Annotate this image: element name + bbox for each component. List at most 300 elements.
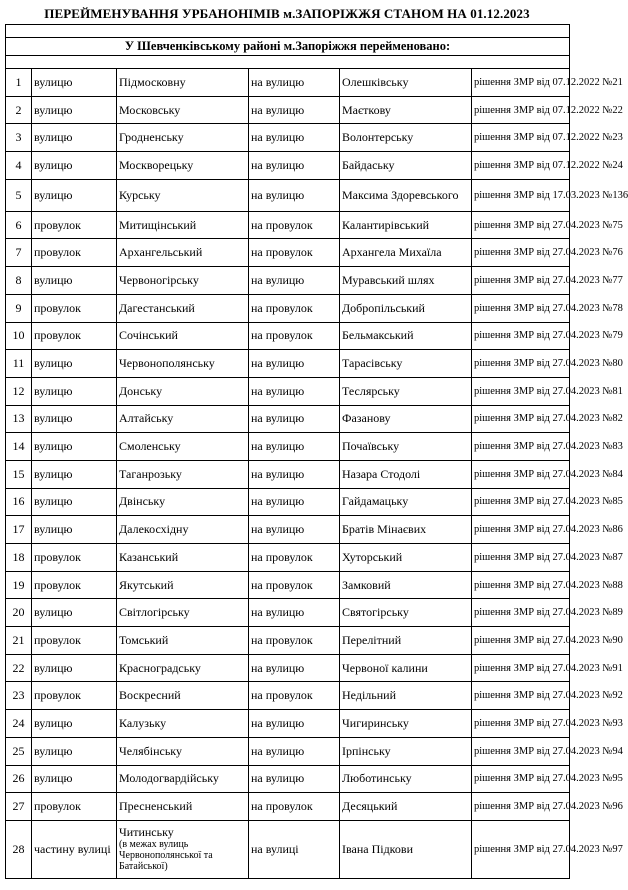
decision-cell: [472, 571, 623, 599]
new-name-cell: [340, 488, 472, 516]
num-cell: [6, 516, 32, 544]
new-name: Люботинську: [342, 771, 412, 786]
new-type-cell: [249, 96, 340, 124]
new-type: на провулок: [251, 688, 313, 703]
table-row: [6, 820, 570, 878]
num-cell: [6, 179, 32, 211]
decision-cell: [472, 433, 623, 461]
num: 13: [12, 411, 25, 426]
num-cell: [6, 599, 32, 627]
new-name: Червоної калини: [342, 660, 428, 675]
new-type-cell: [249, 377, 340, 405]
old-type: провулок: [34, 632, 81, 647]
decision-cell: [472, 377, 623, 405]
old-name: Світлогірську: [119, 605, 190, 620]
decision-cell: [472, 710, 623, 738]
old-name: Алтайську: [119, 411, 174, 426]
new-type: на провулок: [251, 577, 313, 592]
decision-cell: [472, 69, 623, 97]
decision: рішення ЗМР від 27.04.2023 №91: [474, 662, 623, 674]
decision-cell: [472, 405, 623, 433]
num: 26: [12, 771, 25, 786]
old-type-cell: [32, 488, 117, 516]
decision: рішення ЗМР від 27.04.2023 №89: [474, 607, 623, 619]
new-name: Добропільський: [342, 300, 425, 315]
new-type-cell: [249, 267, 340, 295]
decision: рішення ЗМР від 27.04.2023 №84: [474, 468, 623, 480]
new-type-cell: [249, 571, 340, 599]
new-name: Архангела Михаїла: [342, 245, 442, 260]
old-type: провулок: [34, 799, 81, 814]
old-name: Архангельський: [119, 245, 203, 260]
num-cell: [6, 654, 32, 682]
old-name: Червоногірську: [119, 272, 199, 287]
old-type: вулицю: [34, 74, 73, 89]
decision-cell: [472, 267, 623, 295]
num-cell: [6, 627, 32, 655]
num-cell: [6, 69, 32, 97]
new-name-cell: [340, 654, 472, 682]
num-cell: [6, 152, 32, 180]
table-row: [6, 654, 570, 682]
num-cell: [6, 377, 32, 405]
num: 21: [12, 632, 25, 647]
old-name: Смоленську: [119, 439, 181, 454]
new-type-cell: [249, 488, 340, 516]
old-type-cell: [32, 96, 117, 124]
table-row: [6, 544, 570, 572]
new-name: Калантирівський: [342, 217, 430, 232]
new-type-cell: [249, 793, 340, 821]
old-type-cell: [32, 405, 117, 433]
old-type-cell: [32, 599, 117, 627]
new-name-cell: [340, 152, 472, 180]
old-type: частину вулиці: [34, 841, 111, 856]
num: 17: [12, 522, 25, 537]
decision: рішення ЗМР від 27.04.2023 №79: [474, 330, 623, 342]
old-name-cell: [117, 405, 249, 433]
decision-cell: [472, 793, 623, 821]
new-name-cell: [340, 179, 472, 211]
new-type: на вулицю: [251, 494, 305, 509]
new-name-cell: [340, 571, 472, 599]
old-name: Донську: [119, 383, 163, 398]
num-cell: [6, 737, 32, 765]
new-type: на вулицю: [251, 130, 305, 145]
new-name-cell: [340, 460, 472, 488]
table-row: [6, 793, 570, 821]
decision: рішення ЗМР від 07.12.2022 №23: [474, 132, 623, 144]
num: 22: [12, 660, 25, 675]
new-name-cell: [340, 322, 472, 350]
new-name: Бельмакський: [342, 328, 414, 343]
table-row: [6, 433, 570, 461]
new-type: на провулок: [251, 632, 313, 647]
new-type: на провулок: [251, 300, 313, 315]
new-name: Святогірську: [342, 605, 409, 620]
old-type: вулицю: [34, 715, 73, 730]
num-cell: [6, 124, 32, 152]
table-row: [6, 765, 570, 793]
num-cell: [6, 820, 32, 878]
new-name-cell: [340, 599, 472, 627]
new-type-cell: [249, 433, 340, 461]
old-type-cell: [32, 765, 117, 793]
new-name: Почаївську: [342, 439, 400, 454]
old-name-note: (в межах вулиць Червонополянської та Батайської): [119, 839, 213, 873]
new-type-cell: [249, 737, 340, 765]
old-type-cell: [32, 322, 117, 350]
decision-cell: [472, 599, 623, 627]
num: 18: [12, 549, 25, 564]
new-type: на провулок: [251, 549, 313, 564]
old-type-cell: [32, 69, 117, 97]
num: 12: [12, 383, 25, 398]
decision-cell: [472, 544, 623, 572]
decision-cell: [472, 239, 623, 267]
decision: рішення ЗМР від 27.04.2023 №92: [474, 690, 623, 702]
old-type-cell: [32, 654, 117, 682]
old-type-cell: [32, 682, 117, 710]
old-type-cell: [32, 710, 117, 738]
new-type: на вулицю: [251, 74, 305, 89]
old-name-cell: [117, 267, 249, 295]
new-type: на вулицю: [251, 660, 305, 675]
num-cell: [6, 350, 32, 378]
old-type: вулицю: [34, 522, 73, 537]
old-name: Гродненську: [119, 130, 184, 145]
old-type: вулицю: [34, 383, 73, 398]
old-type-cell: [32, 433, 117, 461]
old-name-cell: [117, 152, 249, 180]
old-name-cell: [117, 239, 249, 267]
table-row: [6, 96, 570, 124]
new-name: Ірпінську: [342, 743, 391, 758]
document-title: ПЕРЕЙМЕНУВАННЯ УРБАНОНІМІВ м.ЗАПОРІЖЖЯ СТАНОМ НА 01.12.2023: [44, 6, 530, 21]
old-name-cell: [117, 793, 249, 821]
old-name-cell: [117, 710, 249, 738]
old-type-cell: [32, 820, 117, 878]
old-name: Далекосхідну: [119, 522, 189, 537]
table-row: [6, 350, 570, 378]
new-type: на вулицю: [251, 439, 305, 454]
new-type: на вулицю: [251, 771, 305, 786]
old-type-cell: [32, 377, 117, 405]
new-name: Івана Підкови: [342, 841, 413, 856]
new-type-cell: [249, 124, 340, 152]
new-type: на вулицю: [251, 715, 305, 730]
old-name: Курську: [119, 187, 161, 202]
new-type: на вулицю: [251, 157, 305, 172]
new-type-cell: [249, 820, 340, 878]
new-name: Олешківську: [342, 74, 409, 89]
old-name-cell: [117, 654, 249, 682]
table-row: [6, 571, 570, 599]
num-cell: [6, 96, 32, 124]
old-name-cell: [117, 294, 249, 322]
new-name-cell: [340, 211, 472, 239]
decision-cell: [472, 179, 628, 211]
old-type-cell: [32, 350, 117, 378]
new-name: Муравський шлях: [342, 272, 435, 287]
new-type: на провулок: [251, 245, 313, 260]
new-type-cell: [249, 627, 340, 655]
new-name-cell: [340, 405, 472, 433]
new-type-cell: [249, 710, 340, 738]
num: 6: [15, 217, 22, 232]
table-row: [6, 267, 570, 295]
num: 9: [15, 300, 22, 315]
decision-cell: [472, 96, 623, 124]
num-cell: [6, 239, 32, 267]
new-type: на вулицю: [251, 187, 305, 202]
num-cell: [6, 294, 32, 322]
old-name-cell: [117, 571, 249, 599]
old-type: вулицю: [34, 130, 73, 145]
old-type: вулицю: [34, 743, 73, 758]
old-type: вулицю: [34, 494, 73, 509]
old-type-cell: [32, 793, 117, 821]
new-type-cell: [249, 350, 340, 378]
decision: рішення ЗМР від 27.04.2023 №86: [474, 524, 623, 536]
old-type: провулок: [34, 577, 81, 592]
decision: рішення ЗМР від 27.04.2023 №77: [474, 274, 623, 286]
num-cell: [6, 682, 32, 710]
new-type: на провулок: [251, 799, 313, 814]
decision-cell: [472, 211, 623, 239]
num: 28: [12, 841, 25, 856]
num-cell: [6, 405, 32, 433]
old-type: вулицю: [34, 356, 73, 371]
new-type-cell: [249, 322, 340, 350]
decision: рішення ЗМР від 07.12.2022 №22: [474, 104, 623, 116]
old-name: Підмосковну: [119, 74, 186, 89]
num: 5: [15, 187, 22, 202]
new-type: на вулицю: [251, 411, 305, 426]
num-cell: [6, 793, 32, 821]
new-name-cell: [340, 682, 472, 710]
num-cell: [6, 267, 32, 295]
old-name-cell: [117, 460, 249, 488]
old-type-cell: [32, 211, 117, 239]
new-type: на провулок: [251, 217, 313, 232]
spacer-row: [6, 25, 570, 38]
num: 3: [15, 130, 22, 145]
old-type-cell: [32, 544, 117, 572]
num: 1: [15, 74, 22, 89]
old-name-cell: [117, 627, 249, 655]
new-type-cell: [249, 654, 340, 682]
decision-cell: [472, 152, 623, 180]
table-row: [6, 516, 570, 544]
table-row: [6, 460, 570, 488]
decision: рішення ЗМР від 27.04.2023 №95: [474, 773, 623, 785]
table-row: [6, 737, 570, 765]
new-type-cell: [249, 211, 340, 239]
old-type-cell: [32, 516, 117, 544]
table-row: [6, 627, 570, 655]
new-name: Хуторський: [342, 549, 403, 564]
num: 4: [15, 157, 22, 172]
old-type: провулок: [34, 549, 81, 564]
old-name-cell: [117, 377, 249, 405]
decision-cell: [472, 737, 623, 765]
new-type-cell: [249, 460, 340, 488]
old-type-cell: [32, 737, 117, 765]
table-row: [6, 377, 570, 405]
decision-cell: [472, 322, 623, 350]
old-name: Сочінський: [119, 328, 178, 343]
decision: рішення ЗМР від 27.04.2023 №78: [474, 302, 623, 314]
old-type: вулицю: [34, 439, 73, 454]
num: 24: [12, 715, 25, 730]
new-name-cell: [340, 433, 472, 461]
new-type-cell: [249, 294, 340, 322]
old-name-cell: [117, 96, 249, 124]
spacer-cell: [6, 56, 570, 69]
num: 16: [12, 494, 25, 509]
table-row: [6, 152, 570, 180]
new-type-cell: [249, 152, 340, 180]
new-name: Волонтерську: [342, 130, 414, 145]
new-name-cell: [340, 737, 472, 765]
old-type: провулок: [34, 328, 81, 343]
decision: рішення ЗМР від 27.04.2023 №76: [474, 247, 623, 259]
old-name-cell: [117, 179, 249, 211]
old-type: провулок: [34, 217, 81, 232]
old-name-cell: [117, 350, 249, 378]
new-name-cell: [340, 765, 472, 793]
old-name-cell: [117, 765, 249, 793]
decision-cell: [472, 820, 623, 878]
decision: рішення ЗМР від 17.03.2023 №136: [474, 189, 628, 201]
old-type-cell: [32, 627, 117, 655]
num: 11: [12, 356, 25, 371]
new-name: Теслярську: [342, 383, 400, 398]
old-name: Калузьку: [119, 715, 167, 730]
num-cell: [6, 710, 32, 738]
old-type-cell: [32, 179, 117, 211]
num-cell: [6, 211, 32, 239]
spacer-cell: [6, 25, 570, 38]
decision: рішення ЗМР від 27.04.2023 №85: [474, 496, 623, 508]
new-name: Братів Мінаєвих: [342, 522, 427, 537]
decision-cell: [472, 765, 623, 793]
old-name-cell: [117, 682, 249, 710]
old-type: вулицю: [34, 102, 73, 117]
new-type-cell: [249, 544, 340, 572]
old-name: Молодогвардійську: [119, 771, 219, 786]
new-type: на вулиці: [251, 841, 299, 856]
table-row: [6, 488, 570, 516]
new-type: на вулицю: [251, 356, 305, 371]
num-cell: [6, 433, 32, 461]
old-type: вулицю: [34, 157, 73, 172]
new-name-cell: [340, 69, 472, 97]
new-type-cell: [249, 682, 340, 710]
num-cell: [6, 765, 32, 793]
num: 7: [15, 245, 22, 260]
num: 23: [12, 688, 25, 703]
new-name: Замковий: [342, 577, 391, 592]
decision: рішення ЗМР від 27.04.2023 №96: [474, 801, 623, 813]
table-row: [6, 69, 570, 97]
num: 19: [12, 577, 25, 592]
table-row: [6, 124, 570, 152]
old-type: вулицю: [34, 605, 73, 620]
table-row: [6, 599, 570, 627]
old-name: Пресненський: [119, 799, 193, 814]
new-name-cell: [340, 294, 472, 322]
old-name: Дагестанський: [119, 300, 195, 315]
num-cell: [6, 571, 32, 599]
decision: рішення ЗМР від 07.12.2022 №24: [474, 159, 623, 171]
num-cell: [6, 544, 32, 572]
old-name-cell: [117, 599, 249, 627]
old-name: Красноградську: [119, 660, 201, 675]
decision: рішення ЗМР від 27.04.2023 №94: [474, 745, 623, 757]
new-type-cell: [249, 239, 340, 267]
new-type-cell: [249, 516, 340, 544]
old-name: Казанський: [119, 549, 179, 564]
num: 25: [12, 743, 25, 758]
new-type-cell: [249, 765, 340, 793]
new-name-cell: [340, 124, 472, 152]
num: 20: [12, 605, 25, 620]
old-type: вулицю: [34, 466, 73, 481]
new-name-cell: [340, 267, 472, 295]
old-name-cell: [117, 488, 249, 516]
num: 14: [12, 439, 25, 454]
old-name-cell: [117, 433, 249, 461]
table-row: [6, 239, 570, 267]
old-name-cell: [117, 124, 249, 152]
new-name: Перелітний: [342, 632, 402, 647]
decision: рішення ЗМР від 27.04.2023 №75: [474, 219, 623, 231]
old-name-cell: [117, 737, 249, 765]
new-name: Тарасівську: [342, 356, 403, 371]
new-name: Недільний: [342, 688, 396, 703]
new-name: Десяцький: [342, 799, 398, 814]
decision-cell: [472, 350, 623, 378]
new-type-cell: [249, 179, 340, 211]
old-type-cell: [32, 239, 117, 267]
num: 8: [15, 272, 22, 287]
old-name: Читинську: [119, 825, 174, 840]
new-type-cell: [249, 69, 340, 97]
old-type-cell: [32, 294, 117, 322]
num: 15: [12, 466, 25, 481]
new-type: на вулицю: [251, 605, 305, 620]
new-name: Маєткову: [342, 102, 391, 117]
new-name-cell: [340, 350, 472, 378]
old-name-cell: [117, 69, 249, 97]
new-name-cell: [340, 793, 472, 821]
old-name: Москворецьку: [119, 157, 194, 172]
new-name-cell: [340, 96, 472, 124]
decision-cell: [472, 516, 623, 544]
new-name-cell: [340, 627, 472, 655]
old-type: вулицю: [34, 187, 73, 202]
old-name: Червонополянську: [119, 356, 215, 371]
table-row: [6, 179, 570, 211]
new-type: на вулицю: [251, 743, 305, 758]
spacer-row: [6, 56, 570, 69]
table-row: [6, 322, 570, 350]
decision: рішення ЗМР від 27.04.2023 №93: [474, 717, 623, 729]
num-cell: [6, 322, 32, 350]
old-name: Челябінську: [119, 743, 182, 758]
